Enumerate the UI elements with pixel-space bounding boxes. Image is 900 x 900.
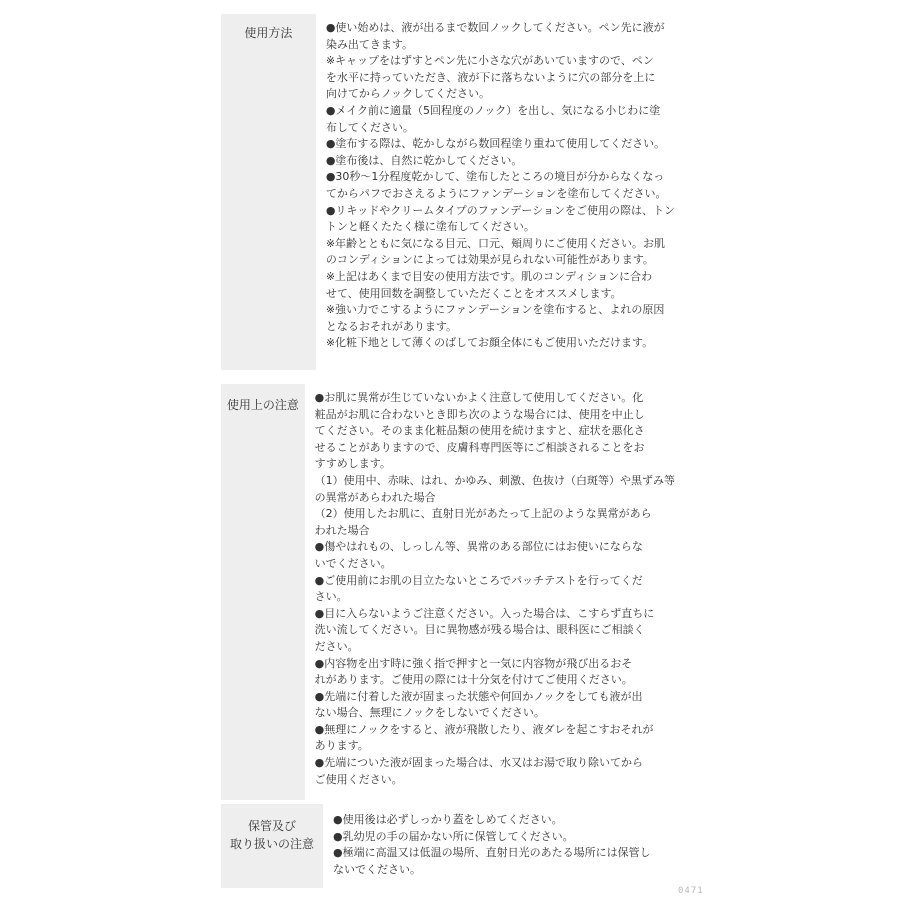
text-line: ●塗布する際は、乾かしながら数回程塗り重ねて使用してください。: [325, 137, 666, 151]
text-line: ※年齢とともに気になる目元、口元、頬周りにご使用ください。お肌: [325, 236, 666, 250]
text-line: ない場合、無理にノックをしないでください。: [314, 706, 545, 720]
text-line: ●メイク前に適量（5回程度のノック）を出し、気になる小じわに塗: [325, 103, 661, 117]
text-line: ●塗布後は、自然に乾かしてください。: [325, 153, 523, 167]
text-line: せることがありますので、皮膚科専門医等にご相談されることをお: [314, 440, 645, 454]
text-line: ●リキッドやクリームタイプのファンデーションをご使用の際は、トン: [325, 203, 675, 217]
text-line: となるおそれがあります。: [325, 319, 457, 333]
section-label-line: 保管及び: [247, 819, 296, 833]
text-line: ●目に入らないようご注意ください。入った場合は、こすらず直ちに: [314, 606, 655, 620]
text-line: てください。そのまま化粧品類の使用を続けますと、症状を悪化さ: [314, 424, 645, 438]
section-label-line: 取り扱いの注意: [229, 837, 314, 851]
section-label: [221, 14, 316, 370]
text-line: ●先端に付着した液が固まった状態や何回かノックをしても液が出: [314, 689, 643, 703]
text-line: ※化粧下地として薄くのばしてお顔全体にもご使用いただけます。: [325, 336, 654, 350]
text-line: さい。: [314, 590, 348, 604]
text-line: あります。: [314, 739, 369, 753]
text-line: いでください。: [314, 556, 392, 570]
text-line: ●先端についた液が固まった場合は、水又はお湯で取り除いてから: [314, 756, 644, 770]
section-usage: [221, 14, 681, 370]
text-line: れがあります。ご使用の際には十分気を付けてご使用ください。: [314, 673, 633, 687]
text-line: 布してください。: [325, 120, 414, 134]
text-line: ●お肌に異常が生じていないかよく注意して使用してください。化: [314, 391, 644, 404]
text-line: すすめします。: [314, 457, 391, 471]
text-line: われた場合: [314, 523, 370, 537]
text-line: ●ご使用前にお肌の目立たないところでパッチテストを行ってくだ: [314, 573, 643, 587]
section-storage: [221, 804, 681, 888]
text-line: 洗い流してください。目に異物感が残る場合は、眼科医にご相談く: [314, 623, 645, 637]
text-line: 染み出てきます。: [325, 37, 413, 51]
text-line: ※上記はあくまで目安の使用方法です。肌のコンディションに合わ: [325, 269, 653, 283]
text-line: ●内容物を出す時に強く指で押すと一気に内容物が飛び出るおそ: [314, 656, 633, 670]
text-line: （2）使用したお肌に、直射日光があたって上記のような異常があら: [314, 507, 652, 521]
section-content: [305, 384, 681, 800]
text-line: 向けてからノックしてください。: [325, 87, 491, 101]
text-line: ●無理にノックをすると、液が飛散したり、液ダレを起こすおそれが: [314, 722, 654, 736]
text-line: 粧品がお肌に合わないとき即ち次のような場合には、使用を中止し: [314, 407, 645, 421]
product-code: 0471: [678, 886, 704, 896]
text-line: ●傷やはれもの、しっしん等、異常のある部位にはお使いにならな: [314, 540, 643, 554]
section-label-line: 使用上の注意: [226, 398, 299, 412]
text-line: の異常があらわれた場合: [314, 490, 436, 504]
text-line: トンと軽くたたく様に塗布してください。: [325, 220, 535, 234]
section-label-line: 使用方法: [244, 26, 293, 40]
text-line: ●使用後は必ずしっかり蓋をしめてください。: [333, 813, 563, 826]
text-line: ●乳幼児の手の届かない所に保管してください。: [333, 829, 574, 843]
text-line: ないでください。: [333, 862, 421, 876]
section-caution: [221, 384, 681, 800]
text-line: を水平に持っていただき、液が下に落ちないように穴の部分を上に: [325, 70, 656, 84]
section-label: [221, 384, 305, 800]
text-line: ●使い始めは、液が出るまで数回ノックしてください。ペン先に液が: [325, 21, 665, 34]
text-line: のコンディションによっては効果が見られない可能性があります。: [325, 253, 654, 267]
text-line: ださい。: [314, 639, 359, 653]
text-line: せて、使用回数を調整していただくことをオススメします。: [325, 286, 622, 300]
section-content: [316, 14, 681, 370]
text-line: てからパフでおさえるようにファンデーションを塗布してください。: [325, 186, 667, 200]
text-line: ご使用ください。: [314, 772, 403, 786]
text-line: ※強い力でこするようにファンデーションを塗布すると、よれの原因: [325, 303, 665, 317]
text-line: ※キャップをはずすとペン先に小さな穴があいていますので、ペン: [325, 54, 654, 68]
text-line: （1）使用中、赤味、はれ、かゆみ、刺激、色抜け（白斑等）や黒ずみ等: [314, 473, 675, 487]
text-line: ●極端に高温又は低温の場所、直射日光のあたる場所には保管し: [333, 846, 651, 860]
text-line: ●30秒〜1分程度乾かして、塗布したところの境目が分からなくなっ: [325, 170, 665, 184]
section-label: [221, 804, 323, 888]
section-content: [323, 804, 681, 888]
